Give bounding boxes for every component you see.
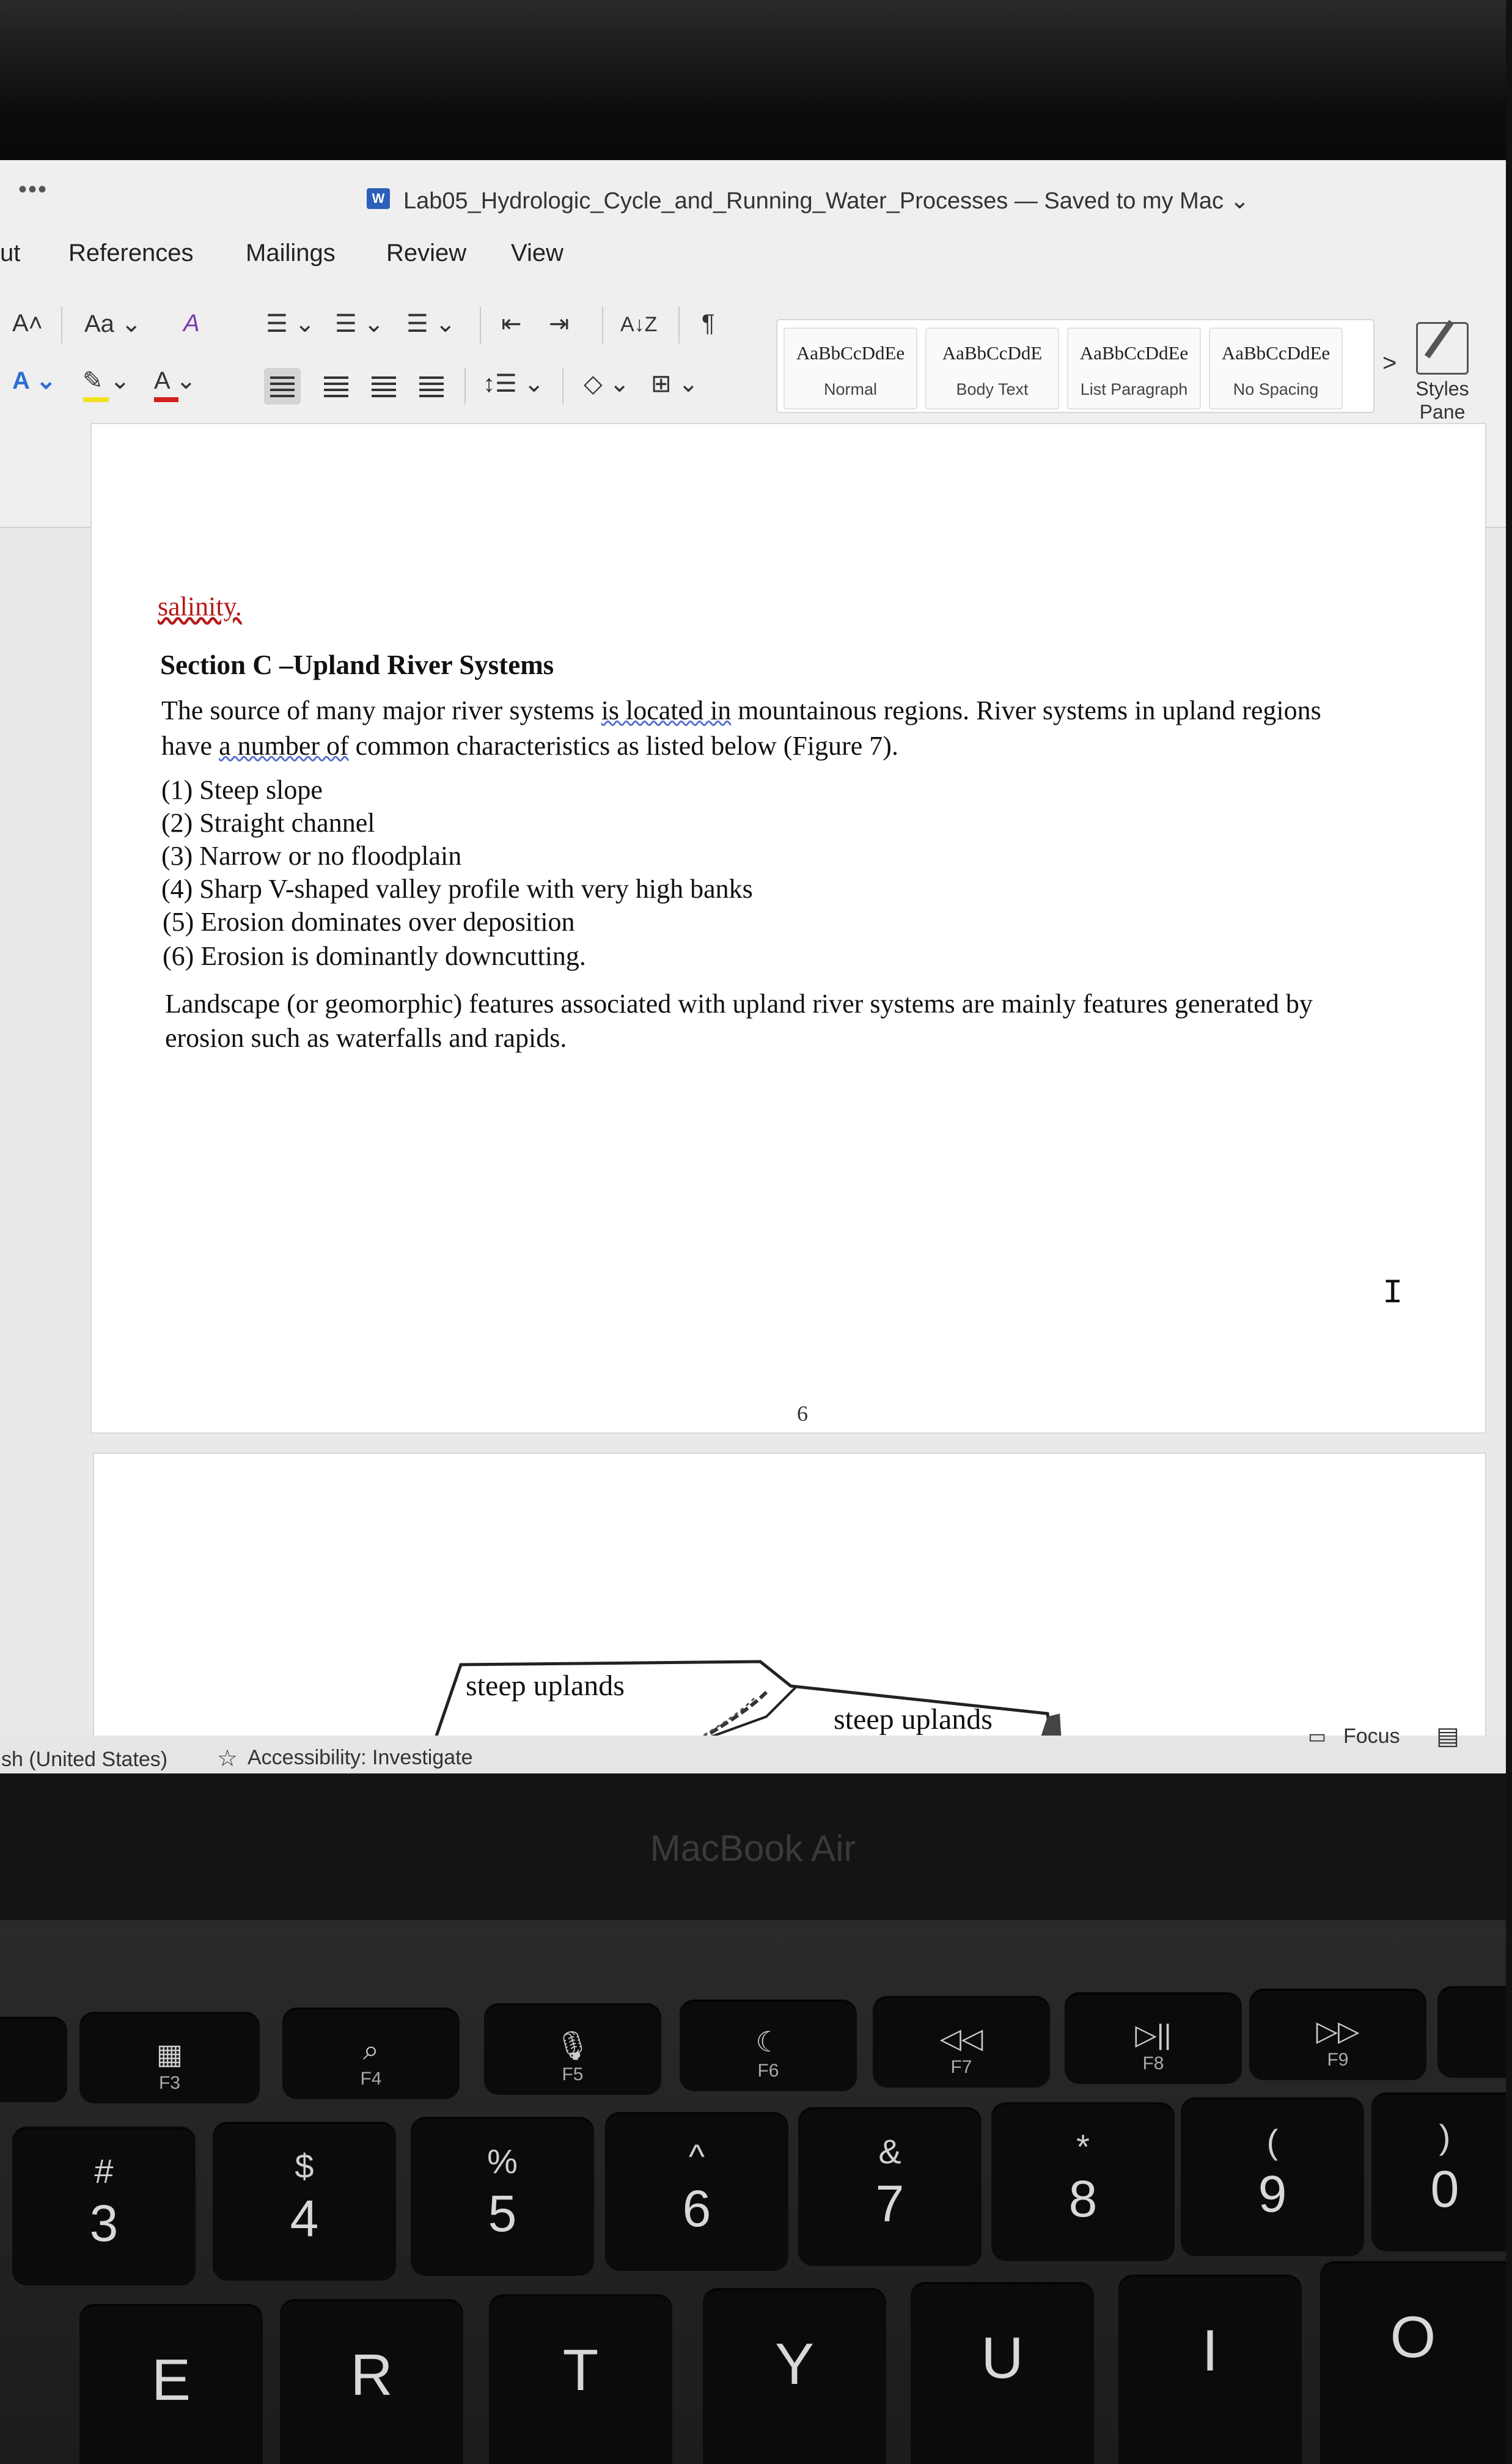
- tab-mailings[interactable]: Mailings: [246, 240, 336, 266]
- align-right-button[interactable]: [365, 368, 402, 405]
- line-spacing-button[interactable]: ↕☰ ⌄: [483, 370, 545, 397]
- search-icon: ⌕: [363, 2034, 379, 2066]
- key-letter: E: [151, 2347, 191, 2413]
- rewind-icon: ◁◁: [939, 2022, 983, 2054]
- key-symbol: &: [878, 2132, 901, 2171]
- key-r[interactable]: [280, 2299, 463, 2464]
- key-8[interactable]: [991, 2102, 1175, 2261]
- font-color-swatch: [154, 397, 178, 402]
- ribbon-divider: [464, 368, 466, 405]
- key-7[interactable]: [798, 2107, 982, 2266]
- key-t[interactable]: [489, 2294, 672, 2464]
- word-app-icon: W: [367, 188, 390, 209]
- focus-mode-button[interactable]: Focus: [1343, 1725, 1400, 1748]
- key-number: 4: [290, 2190, 319, 2247]
- moon-icon: ☾: [755, 2026, 781, 2058]
- key-f10-partial[interactable]: [1437, 1986, 1506, 2078]
- list-item: (4) Sharp V-shaped valley profile with very high banks: [161, 874, 753, 904]
- ribbon-tabs: [0, 221, 1506, 270]
- key-5[interactable]: [411, 2117, 594, 2276]
- paragraph-1-line-1: [161, 693, 1321, 728]
- key-label: F4: [360, 2069, 382, 2089]
- ribbon-divider: [480, 307, 481, 343]
- key-u[interactable]: [911, 2282, 1094, 2464]
- key-0[interactable]: [1371, 2092, 1506, 2251]
- align-center-button[interactable]: [318, 368, 354, 405]
- key-letter: T: [562, 2338, 599, 2403]
- key-letter: U: [981, 2325, 1024, 2391]
- key-f3[interactable]: [79, 2012, 260, 2103]
- accessibility-icon: ☆: [217, 1746, 238, 1772]
- laptop-top-bezel: [0, 0, 1506, 177]
- key-number: 8: [1068, 2170, 1098, 2228]
- styles-pane-label: [1406, 377, 1479, 424]
- accessibility-status[interactable]: Accessibility: Investigate: [248, 1746, 473, 1769]
- style-normal[interactable]: [784, 328, 917, 409]
- key-letter: O: [1390, 2304, 1436, 2370]
- sort-button[interactable]: A↓Z: [620, 313, 658, 336]
- grammar-flag: a number of: [219, 731, 349, 761]
- list-item: (3) Narrow or no floodplain: [161, 841, 462, 871]
- style-body-text[interactable]: [925, 328, 1059, 409]
- key-f4[interactable]: [282, 2008, 460, 2099]
- key-e[interactable]: [79, 2304, 263, 2464]
- key-label: F3: [158, 2073, 180, 2093]
- text-run: common characteristics as listed below (Figure 7).: [348, 731, 898, 761]
- window-more-icon[interactable]: •••: [18, 176, 48, 203]
- key-o[interactable]: [1320, 2261, 1506, 2464]
- style-list-paragraph[interactable]: [1067, 328, 1201, 409]
- style-sample: AaBbCcDdEe: [796, 342, 905, 364]
- style-no-spacing[interactable]: [1209, 328, 1343, 409]
- styles-gallery: [776, 319, 1374, 413]
- key-f2-partial[interactable]: [0, 2017, 67, 2102]
- key-symbol: (: [1266, 2122, 1279, 2161]
- style-sample: AaBbCcDdEe: [1221, 342, 1330, 364]
- justify-button[interactable]: [413, 368, 450, 405]
- key-symbol: $: [295, 2147, 314, 2185]
- align-left-button[interactable]: [264, 368, 301, 405]
- key-label: F6: [757, 2061, 779, 2081]
- list-item: (1) Steep slope: [161, 775, 323, 805]
- tab-review[interactable]: Review: [386, 240, 467, 266]
- key-symbol: %: [487, 2142, 518, 2180]
- key-9[interactable]: [1181, 2097, 1364, 2256]
- grow-font-button[interactable]: A˄: [12, 310, 43, 337]
- paragraph-1-line-2: [161, 728, 898, 764]
- document-title[interactable]: Lab05_Hydrologic_Cycle_and_Running_Water_Processes — Saved to my Mac ⌄: [403, 188, 1250, 214]
- laptop-brand-label: MacBook Air: [650, 1828, 856, 1869]
- key-6[interactable]: [605, 2112, 788, 2271]
- style-name: No Spacing: [1233, 380, 1319, 398]
- key-number: 0: [1430, 2160, 1459, 2218]
- list-item: (6) Erosion is dominantly downcutting.: [163, 941, 586, 971]
- bullets-button[interactable]: ☰ ⌄: [266, 310, 315, 337]
- tab-references[interactable]: References: [68, 240, 194, 266]
- key-3[interactable]: [12, 2127, 196, 2286]
- ribbon-divider: [61, 307, 62, 343]
- style-sample: AaBbCcDdEe: [1079, 342, 1189, 364]
- key-label: F8: [1142, 2053, 1164, 2074]
- ribbon-divider: [562, 368, 563, 405]
- section-heading: Section C –Upland River Systems: [160, 650, 554, 680]
- key-f6[interactable]: [680, 2000, 857, 2091]
- key-number: 5: [488, 2185, 517, 2242]
- key-i[interactable]: [1118, 2275, 1302, 2464]
- key-symbol: ): [1439, 2118, 1451, 2156]
- style-name: List Paragraph: [1080, 380, 1188, 398]
- show-formatting-marks-button[interactable]: ¶: [702, 310, 715, 337]
- increase-indent-button[interactable]: ⇥: [549, 310, 570, 337]
- multilevel-list-button[interactable]: ☰ ⌄: [406, 310, 456, 337]
- previous-text-fragment: salinity.: [158, 592, 242, 622]
- key-symbol: ^: [688, 2137, 705, 2176]
- styles-pane-label-line2: Pane: [1419, 401, 1466, 423]
- label-steep-uplands-right: steep uplands: [834, 1703, 993, 1736]
- key-f5[interactable]: [484, 2003, 661, 2095]
- focus-icon: ▭: [1308, 1725, 1327, 1747]
- key-label: F9: [1327, 2050, 1349, 2070]
- styles-pane-button[interactable]: [1406, 322, 1479, 424]
- numbering-button[interactable]: ☰ ⌄: [335, 310, 384, 337]
- ribbon-divider: [678, 307, 680, 343]
- mission-control-icon: ▦: [156, 2038, 183, 2070]
- text-effects-button[interactable]: A ⌄: [12, 367, 57, 394]
- key-number: 6: [682, 2180, 711, 2237]
- more-styles-chevron-icon[interactable]: >: [1382, 350, 1397, 376]
- language-status[interactable]: sh (United States): [1, 1748, 168, 1771]
- text-run: have: [161, 731, 219, 761]
- key-label: F5: [562, 2064, 584, 2084]
- play-pause-icon: ▷||: [1135, 2019, 1172, 2050]
- paragraph-2-line-2: erosion such as waterfalls and rapids.: [165, 1023, 567, 1053]
- label-steep-uplands-left: steep uplands: [466, 1670, 625, 1702]
- key-label: F7: [950, 2057, 972, 2077]
- style-name: Normal: [823, 380, 877, 398]
- text-cursor-icon: I: [1382, 1274, 1403, 1313]
- key-y[interactable]: [703, 2288, 886, 2464]
- text-run: The source of many major river systems: [161, 695, 601, 725]
- borders-button[interactable]: ⊞ ⌄: [651, 370, 699, 397]
- microphone-icon: 🎙: [554, 2030, 591, 2061]
- key-letter: Y: [774, 2331, 815, 2397]
- print-layout-view-icon[interactable]: ▤: [1436, 1723, 1459, 1750]
- ribbon-divider: [602, 307, 603, 343]
- list-item: (5) Erosion dominates over deposition: [163, 907, 575, 937]
- highlight-color-swatch: [83, 397, 109, 402]
- key-letter: I: [1202, 2318, 1219, 2383]
- document-page[interactable]: [90, 423, 1486, 1434]
- paragraph-2-line-1: Landscape (or geomorphic) features associated with upland river systems are mainly features generated by: [165, 989, 1313, 1019]
- tab-layout[interactable]: ut: [0, 240, 21, 266]
- grammar-flag: is located in: [601, 695, 732, 725]
- decrease-indent-button[interactable]: ⇤: [501, 310, 522, 337]
- key-symbol: *: [1076, 2127, 1090, 2166]
- key-number: 9: [1258, 2165, 1287, 2223]
- style-sample: AaBbCcDdE: [942, 342, 1043, 364]
- highlight-button[interactable]: ✎ ⌄: [83, 367, 131, 394]
- key-4[interactable]: [213, 2122, 396, 2281]
- font-color-button[interactable]: A ⌄: [154, 367, 197, 394]
- clear-formatting-button[interactable]: A: [183, 310, 200, 337]
- style-name: Body Text: [956, 380, 1029, 398]
- key-letter: R: [350, 2342, 393, 2408]
- text-run: mountainous regions. River systems in upland regions: [731, 695, 1321, 725]
- fast-forward-icon: ▷▷: [1316, 2015, 1360, 2047]
- key-f8[interactable]: [1065, 1992, 1242, 2084]
- key-f7[interactable]: [873, 1996, 1050, 2088]
- key-symbol: #: [94, 2152, 114, 2190]
- page-number: 6: [797, 1401, 808, 1426]
- list-item: (2) Straight channel: [161, 808, 375, 838]
- change-case-button[interactable]: Aa ⌄: [84, 310, 142, 337]
- screen: [0, 160, 1506, 1773]
- key-number: 3: [89, 2194, 119, 2252]
- styles-pane-icon: [1416, 322, 1469, 375]
- shading-button[interactable]: ◇ ⌄: [584, 370, 630, 397]
- tab-view[interactable]: View: [511, 240, 563, 266]
- key-f9[interactable]: [1249, 1989, 1426, 2080]
- key-number: 7: [875, 2175, 905, 2232]
- styles-pane-label-line1: Styles: [1415, 378, 1469, 400]
